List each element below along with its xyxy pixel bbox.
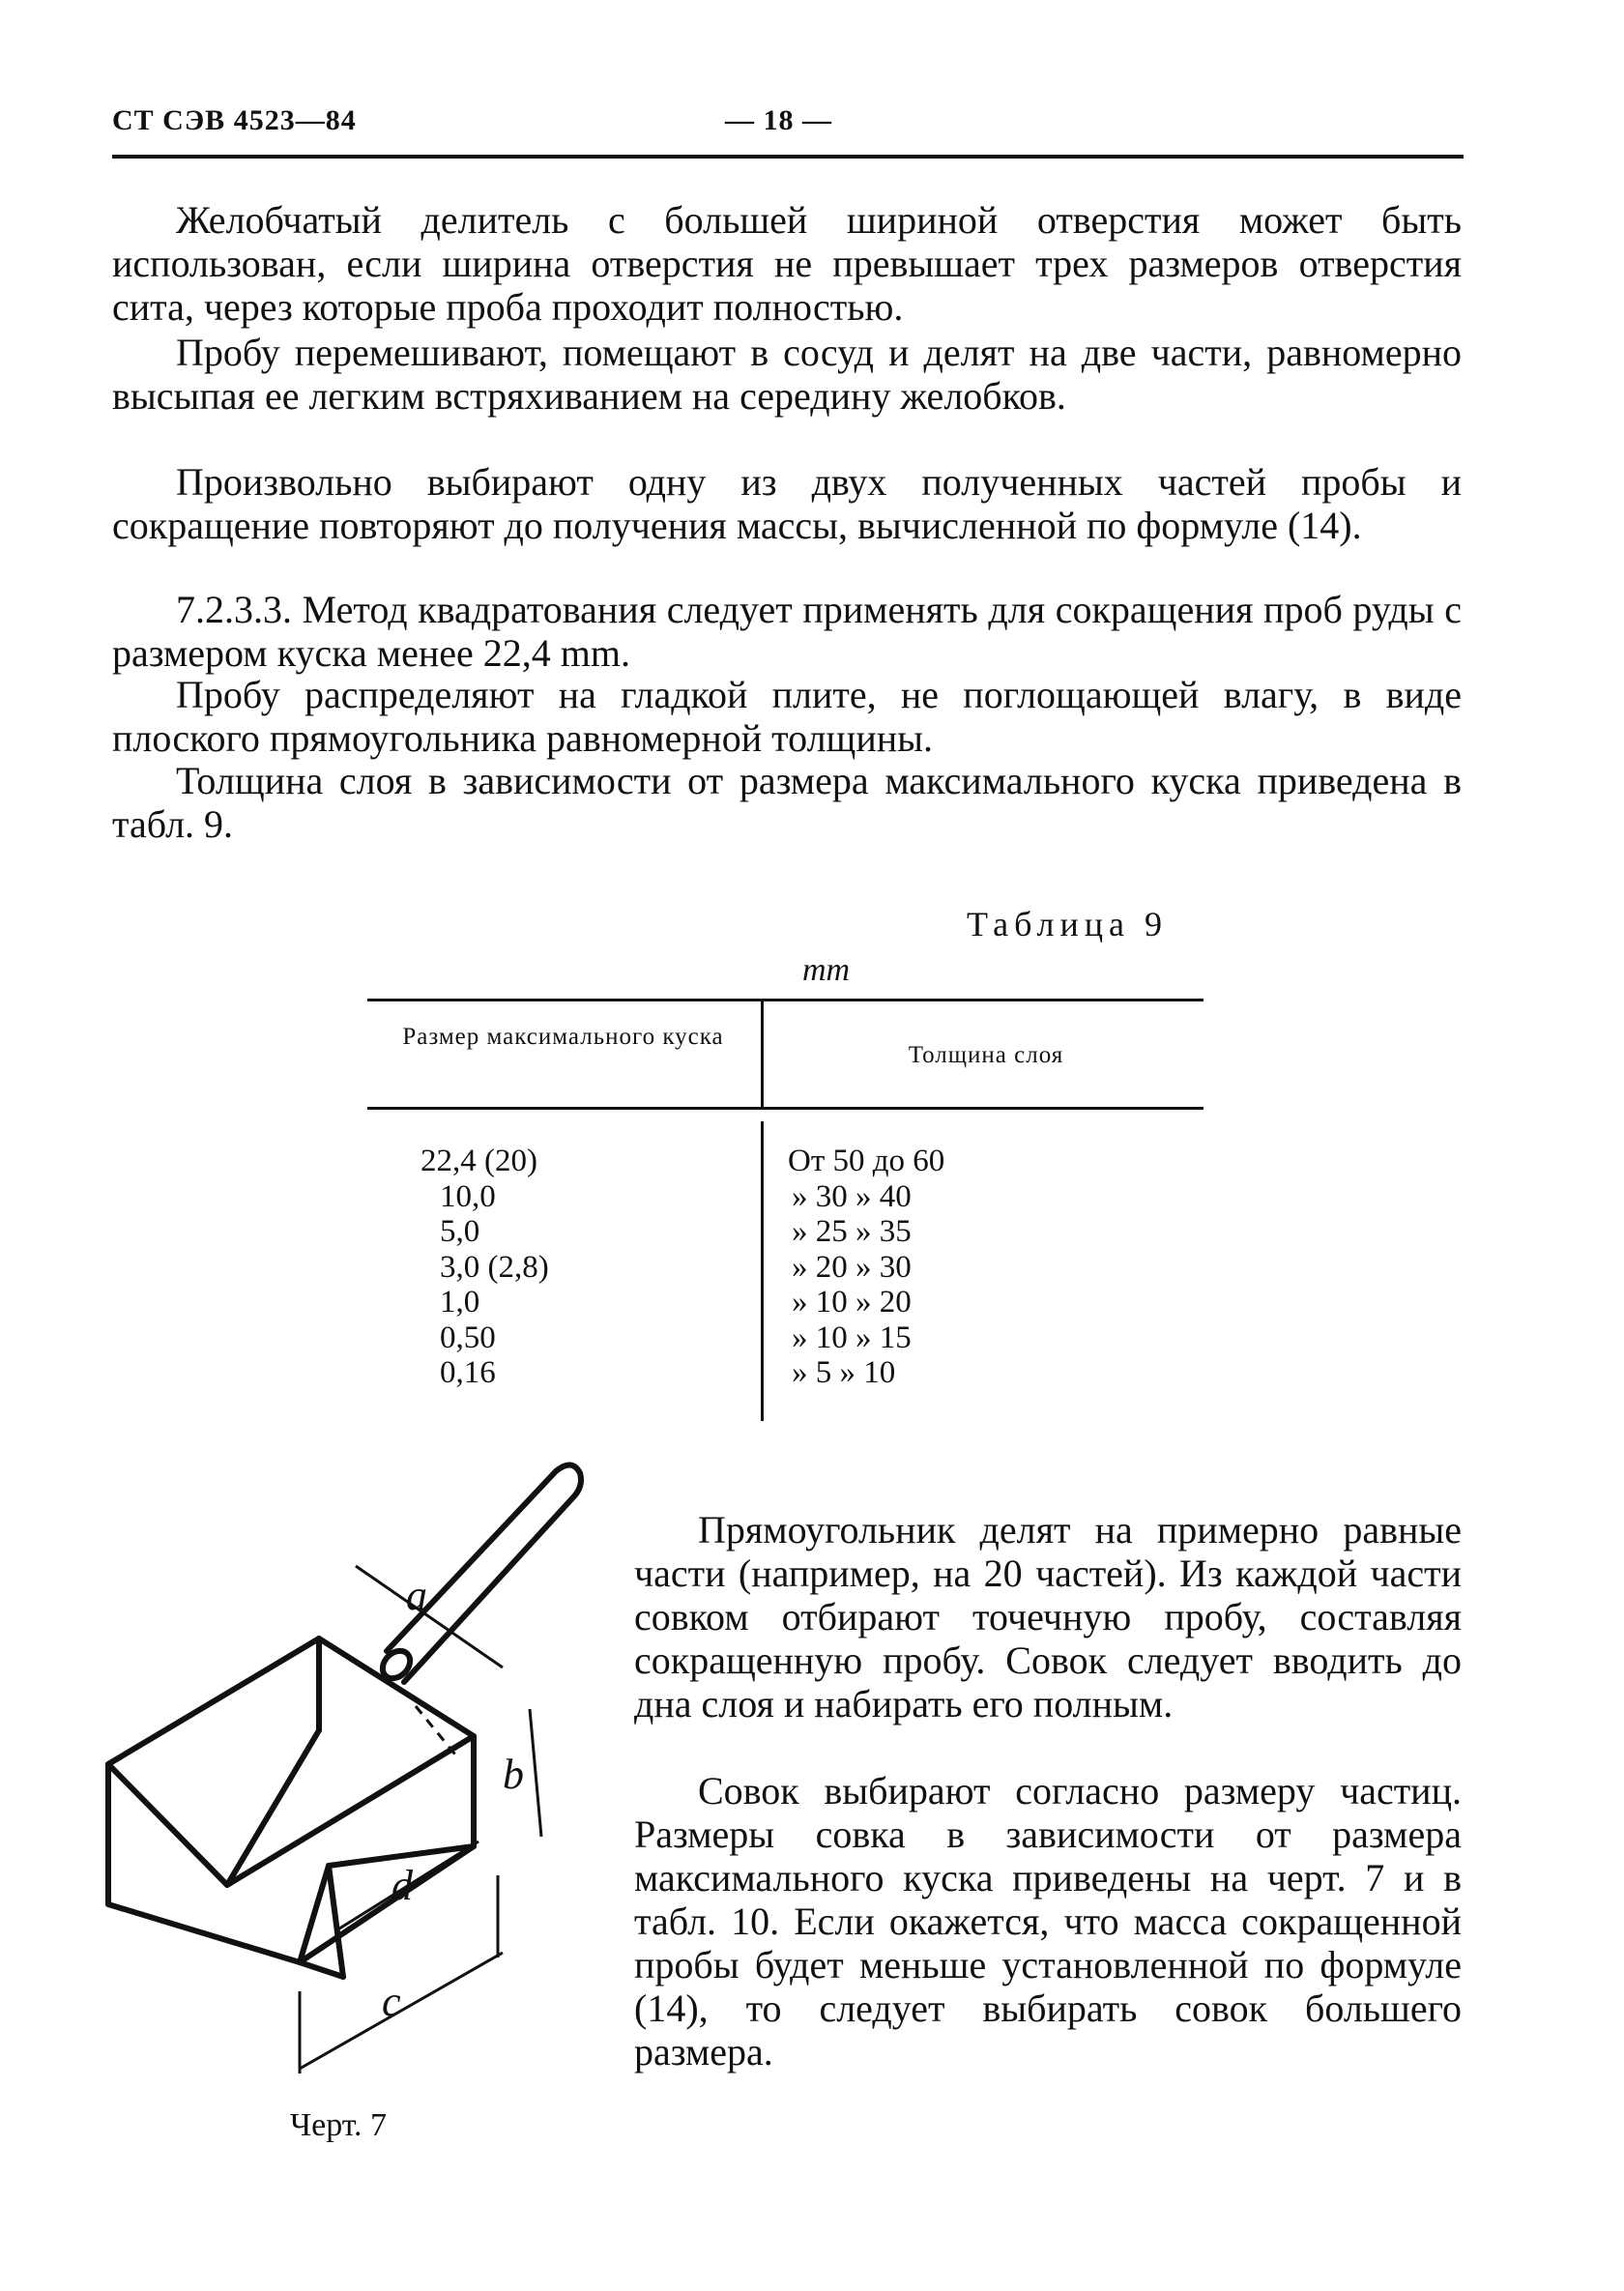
table-unit: mm <box>802 952 851 988</box>
table-cell: 0,16 <box>440 1355 496 1390</box>
label-d: d <box>392 1862 413 1909</box>
table-cell: » 30 » 40 <box>792 1178 912 1214</box>
table-cell: 0,50 <box>440 1320 496 1355</box>
table-cell: 22,4 (20) <box>420 1144 537 1178</box>
table-cell: 1,0 <box>440 1285 480 1320</box>
paragraph-3: Произвольно выбирают одну из двух полученных частей пробы и сокращение повторяют до получения массы, вычисленной по формуле (14). <box>112 460 1462 547</box>
header-rule <box>112 155 1464 159</box>
figure-caption: Черт. 7 <box>290 2107 388 2143</box>
paragraph-4: 7.2.3.3. Метод квадратования следует применять для сокращения проб руды с размером куска менее 22,4 mm. <box>112 588 1462 675</box>
table-cell: 3,0 (2,8) <box>440 1249 549 1285</box>
label-a: a <box>406 1572 427 1619</box>
label-b: b <box>503 1751 524 1798</box>
scoop-base <box>108 1764 474 1962</box>
table-column-thickness <box>788 1144 944 1391</box>
table-cell: » 25 » 35 <box>792 1214 912 1249</box>
table-header-divider <box>761 1001 764 1107</box>
paragraph-2: Пробу перемешивают, помещают в сосуд и делят на две части, равномерно высыпая ее легким встряхиванием на середину желобков. <box>112 331 1462 418</box>
table-cell: » 20 » 30 <box>792 1249 912 1285</box>
label-c: c <box>382 1978 401 2025</box>
lip-edge <box>329 1866 343 1977</box>
table-header-rule <box>367 1107 1204 1110</box>
table-column-size <box>420 1144 549 1391</box>
table-caption: Таблица 9 <box>967 905 1168 943</box>
inner-edge <box>227 1730 319 1885</box>
page-number: — 18 — <box>725 104 832 136</box>
table-cell: 5,0 <box>440 1214 480 1249</box>
lip-bottom <box>300 1962 343 1977</box>
table-cell: » 10 » 15 <box>792 1320 912 1355</box>
scoop-rim <box>108 1638 474 1885</box>
paragraph-5: Пробу распределяют на гладкой плите, не поглощающей влагу, в виде плоского прямоугольника равномерной толщины. <box>112 673 1462 760</box>
paragraph-1: Желобчатый делитель с большей шириной отверстия может быть использован, если ширина отверстия не превышает трех размеров отверстия сита, через которые проба проходит полностью. <box>112 198 1462 329</box>
paragraph-6: Толщина слоя в зависимости от размера максимального куска приведена в табл. 9. <box>112 759 1462 846</box>
table-cell: » 5 » 10 <box>792 1355 896 1390</box>
table-cell: 10,0 <box>440 1178 496 1214</box>
side-paragraph-1: Прямоугольник делят на примерно равные части (например, на 20 частей). Из каждой части совком отбирают точечную пробу, составляя сокращенную пробу. Совок следует вводить до дна слоя и набирать его полным. <box>634 1508 1462 1726</box>
side-paragraph-2: Совок выбирают согласно размеру частиц. Размеры совка в зависимости от размера максимального куска приведены на черт. 7 и в табл. 10. Если окажется, что масса сокращенной пробы будет меньше установленной по формуле (14), то следует выбирать совок большего размера. <box>634 1769 1462 2074</box>
table-body-divider <box>761 1121 764 1421</box>
standard-number: СТ СЭВ 4523—84 <box>112 104 357 136</box>
scoop-drawing <box>97 1450 619 2098</box>
table-header-size: Размер максимального куска <box>402 1024 724 1050</box>
table-cell: От 50 до 60 <box>788 1144 945 1178</box>
table-top-rule <box>367 999 1204 1001</box>
table-header-thickness: Толщина слоя <box>908 1042 1064 1068</box>
table-cell: » 10 » 20 <box>792 1285 912 1320</box>
dimension-b <box>530 1709 541 1837</box>
